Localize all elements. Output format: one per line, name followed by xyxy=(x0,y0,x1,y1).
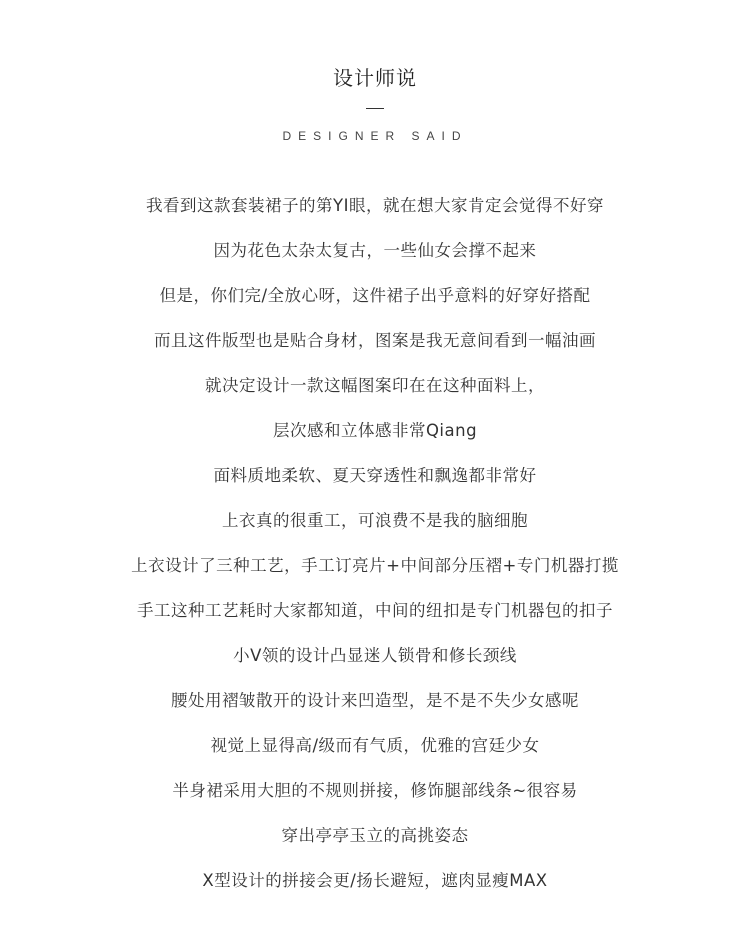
statement-line: 小V领的设计凸显迷人锁骨和修长颈线 xyxy=(233,646,517,665)
statement-line: 层次感和立体感非常Qiang xyxy=(272,421,478,440)
page-subtitle: DESIGNER SAID xyxy=(282,129,468,143)
statement-line: 视觉上显得高/级而有气质，优雅的宫廷少女 xyxy=(210,736,540,755)
statement-line: 手工这种工艺耗时大家都知道，中间的纽扣是专门机器包的扣子 xyxy=(137,601,613,620)
title-divider xyxy=(366,108,384,109)
statement-line: 上衣设计了三种工艺，手工订亮片+中间部分压褶+专门机器打揽 xyxy=(131,556,619,575)
designer-statement xyxy=(0,191,750,911)
statement-line: 半身裙采用大胆的不规则拼接，修饰腿部线条~很容易 xyxy=(172,781,578,800)
statement-line: 因为花色太杂太复古，一些仙女会撑不起来 xyxy=(213,241,537,260)
statement-line: 就决定设计一款这幅图案印在在这种面料上， xyxy=(205,376,545,395)
statement-line: 上衣真的很重工，可浪费不是我的脑细胞 xyxy=(222,511,528,530)
statement-line: 而且这件版型也是贴合身材，图案是我无意间看到一幅油画 xyxy=(154,331,596,350)
statement-line: 面料质地柔软、夏天穿透性和飘逸都非常好 xyxy=(213,466,537,485)
statement-line: X型设计的拼接会更/扬长避短，遮肉显瘦MAX xyxy=(202,871,548,890)
statement-line: 穿出亭亭玉立的高挑姿态 xyxy=(281,826,469,845)
statement-line: 我看到这款套装裙子的第YI眼，就在想大家肯定会觉得不好穿 xyxy=(146,196,604,215)
statement-line: 但是，你们完/全放心呀，这件裙子出乎意料的好穿好搭配 xyxy=(159,286,591,305)
statement-line: 腰处用褶皱散开的设计来凹造型，是不是不失少女感呢 xyxy=(171,691,579,710)
page-title: 设计师说 xyxy=(333,66,417,90)
